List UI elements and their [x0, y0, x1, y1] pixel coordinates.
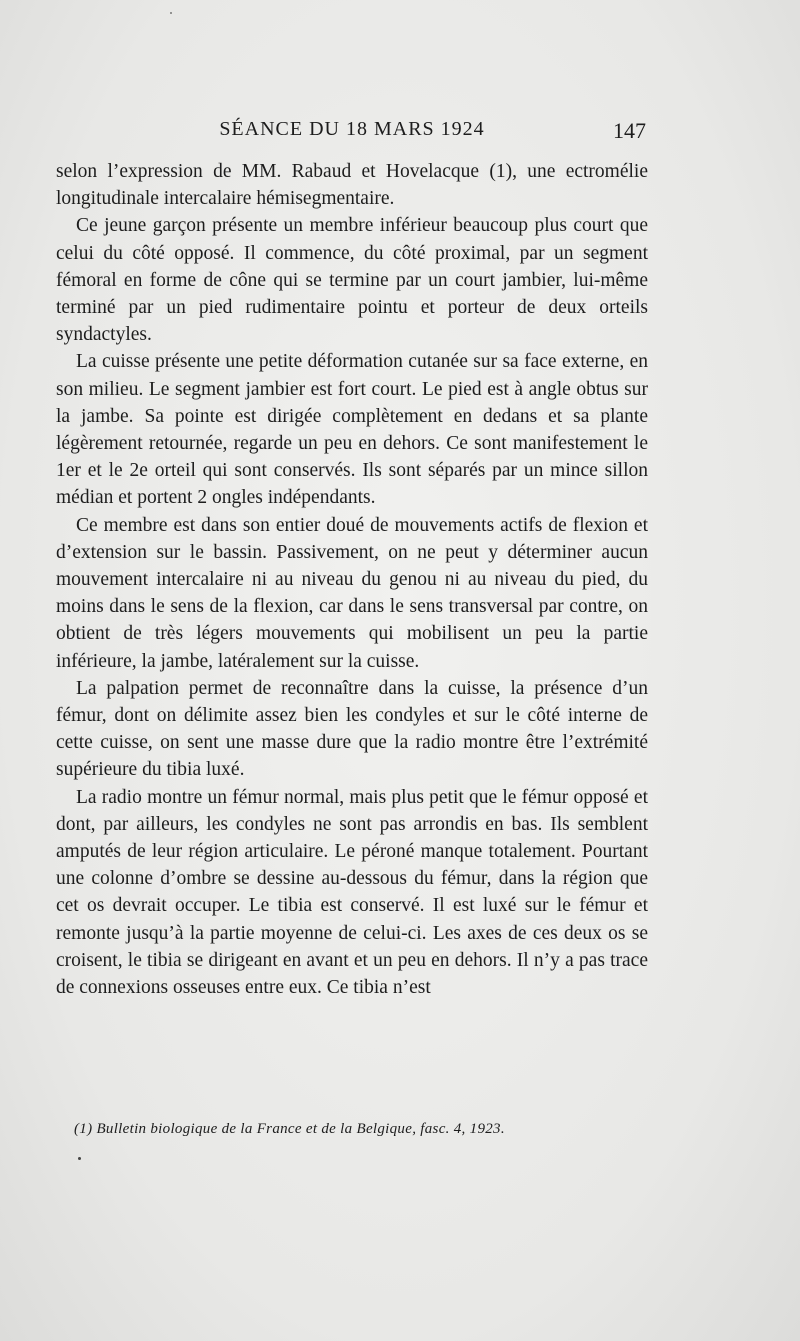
running-head-title: SÉANCE DU 18 MARS 1924: [219, 118, 485, 140]
paragraph: La palpation permet de reconnaître dans la cuisse, la présence d’un fémur, dont on délimite assez bien les condyles et sur le côté interne de cette cuisse, on sent une masse dure que la radio montre être l’extrémité supérieure du tibia luxé.: [56, 677, 648, 781]
running-head: [56, 116, 648, 146]
footnote: (1) Bulletin biologique de la France et de la Belgique, fasc. 4, 1923.: [74, 1121, 505, 1137]
ink-speck: [170, 12, 172, 14]
paragraph: Ce jeune garçon présente un membre inférieur beaucoup plus court que celui du côté opposé. Il commence, du côté proximal, par un segment fémoral en forme de cône qui se termine par un court jambier, lui-même terminé par un pied rudimentaire pointu et porteur de deux orteils syndactyles.: [56, 215, 648, 346]
page-number: 147: [613, 118, 646, 143]
paragraph-continuation: selon l’expression de MM. Rabaud et Hovelacque (1), une ectromélie longitudinale intercalaire hémisegmentaire.: [56, 161, 648, 210]
paragraph: Ce membre est dans son entier doué de mouvements actifs de flexion et d’extension sur le bassin. Passivement, on ne peut y déterminer aucun mouvement intercalaire ni au niveau du genou ni au niveau du pied, du moins dans le sens de la flexion, car dans le sens transversal par contre, on obtient de très légers mouvements qui mobilisent un peu la partie inférieure, la jambe, latéralement sur la cuisse.: [56, 514, 648, 672]
ink-speck: [78, 1157, 81, 1160]
paragraph: La radio montre un fémur normal, mais plus petit que le fémur opposé et dont, par ailleurs, les condyles ne sont pas arrondis en bas. Ils semblent amputés de leur région articulaire. Le péroné manque totalement. Pourtant une colonne d’ombre se dessine au-dessous du fémur, dans la région que cet os devrait occuper. Le tibia est conservé. Il est luxé sur le fémur et remonte jusqu’à la partie moyenne de celui-ci. Les axes de ces deux os se croisent, le tibia se dirigeant en avant et un peu en dehors. Il n’y a pas trace de connexions osseuses entre eux. Ce tibia n’est: [56, 786, 648, 999]
paragraph: La cuisse présente une petite déformation cutanée sur sa face externe, en son milieu. Le segment jambier est fort court. Le pied est à angle obtus sur la jambe. Sa pointe est dirigée complètement en dedans et sa plante légèrement retournée, regarde un peu en dehors. Ce sont manifestement le 1er et le 2e orteil qui sont conservés. Ils sont séparés par un mince sillon médian et portent 2 ongles indépendants.: [56, 351, 648, 509]
body-text: [56, 158, 648, 1001]
